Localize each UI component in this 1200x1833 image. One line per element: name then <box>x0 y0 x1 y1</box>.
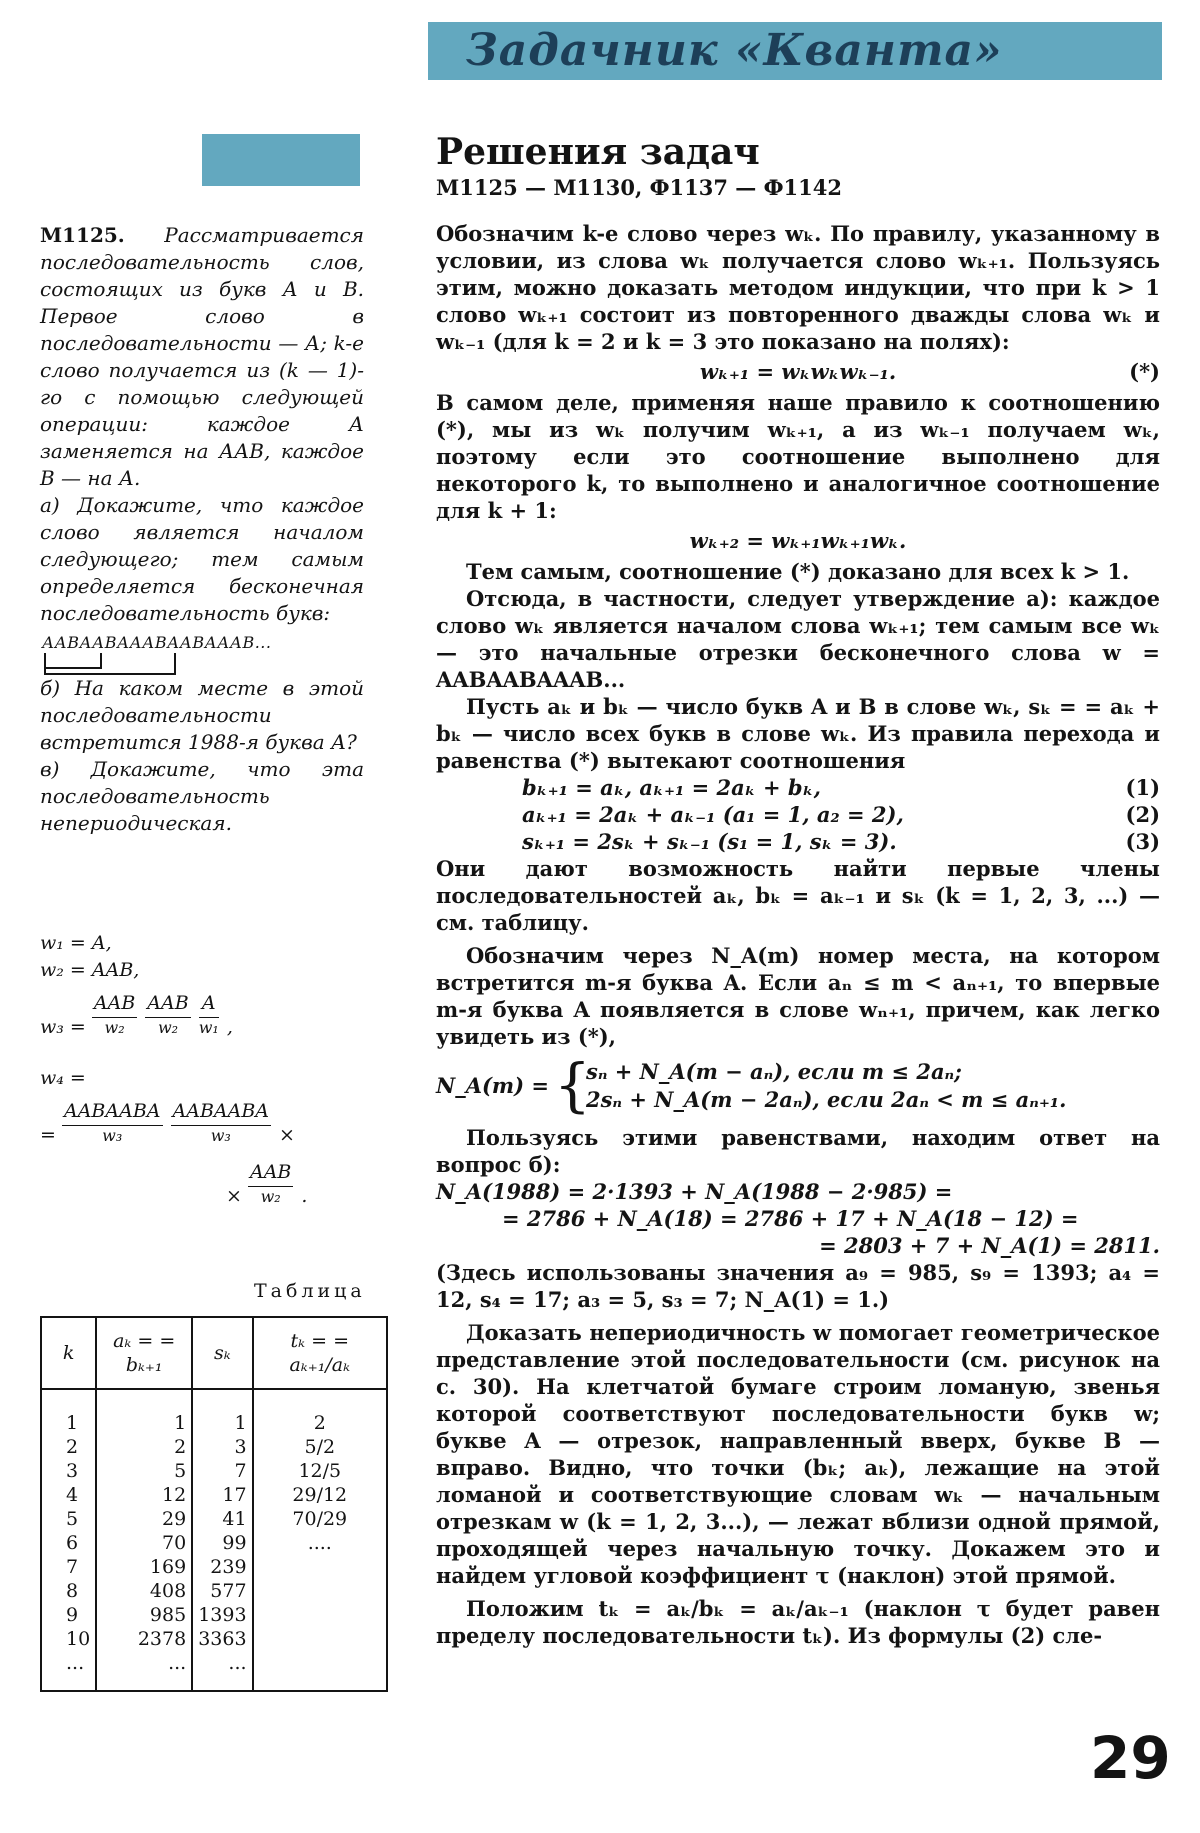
def-w2: w₂ = AAB, <box>40 959 140 981</box>
table-cell <box>253 1651 387 1691</box>
table-cell: 169 <box>96 1555 192 1579</box>
table-cell <box>253 1555 387 1579</box>
sequence-table <box>40 1316 388 1692</box>
solution-paragraph: Пусть aₖ и bₖ — число букв A и B в слове wₖ, sₖ = = aₖ + bₖ — число всех букв в слове wₖ. Из правила перехода и равенства (*) вытекают соотношения <box>436 694 1160 773</box>
solution-paragraph: Они дают возможность найти первые члены последовательностей aₖ, bₖ = aₖ₋₁ и sₖ (k = 1, 2, 3, ...) — см. таблицу. <box>436 856 1160 935</box>
problem-part-a: а) Докажите, что каждое слово является началом следующего; тем самым определяется бесконечная последовательность букв: <box>40 493 364 625</box>
table-cell: 8 <box>41 1579 96 1603</box>
table-row <box>41 1531 387 1555</box>
piecewise-formula: N_A(m) = { sₙ + N_A(m − aₙ), если m ≤ 2aₙ; 2sₙ + N_A(m − 2aₙ), если 2aₙ < m ≤ aₙ₊₁. <box>436 1051 1067 1119</box>
table-cell: 408 <box>96 1579 192 1603</box>
table-row <box>41 1579 387 1603</box>
table-cell: 10 <box>41 1627 96 1651</box>
underbrace-w1: A w₁ <box>198 992 219 1037</box>
def-w4-prefix: w₄ = <box>40 1067 86 1089</box>
table-cell: 7 <box>192 1459 252 1483</box>
table-cell: 3 <box>41 1459 96 1483</box>
word-definitions <box>40 930 370 1210</box>
solution-paragraph: Отсюда, в частности, следует утверждение а): каждое слово wₖ является началом слова wₖ₊₁; тем самым все wₖ — это начальные отрезки бесконечного слова w = AABAABAAAB... <box>436 586 1160 692</box>
solution-paragraph: Обозначим k-е слово через wₖ. По правилу, указанному в условии, из слова wₖ получается слово wₖ₊₁. Пользуясь этим, можно доказать методом индукции, что при k > 1 слово wₖ₊₁ состоит из повторенного дважды слова wₖ и wₖ₋₁ (для k = 2 и k = 3 это показано на полях): <box>436 221 1160 354</box>
problem-text <box>40 222 364 492</box>
table-body <box>41 1389 387 1691</box>
table-row <box>41 1411 387 1435</box>
sequence-bracket-w3 <box>44 653 176 675</box>
table-cell: 29 <box>96 1507 192 1531</box>
table-cell: 70/29 <box>253 1507 387 1531</box>
banner-title: Задачник «Кванта» <box>466 25 1003 76</box>
def-w1: w₁ = A, <box>40 932 112 954</box>
table-cell: 1393 <box>192 1603 252 1627</box>
table-cell: ... <box>192 1651 252 1691</box>
def-w4: w₄ = = AABAABA w₃ AABAABA w₃ × × AAB w₂ . <box>40 1065 370 1210</box>
table-row <box>41 1435 387 1459</box>
problem-body: Рассматривается последовательность слов, состоящих из букв А и В. Первое слово в последовательности — А; k-е слово получается из (k — 1)-го с помощью следующей операции: каждое А заменяется на ААВ, каждое В — на А. <box>40 223 364 490</box>
decorative-block <box>202 134 360 186</box>
table-cell: 5 <box>41 1507 96 1531</box>
table-cell <box>253 1603 387 1627</box>
solution-paragraph: Тем самым, соотношение (*) доказано для всех k > 1. <box>466 559 1130 584</box>
table-caption: Таблица <box>254 1280 366 1302</box>
equation-star: wₖ₊₁ = wₖwₖwₖ₋₁. (*) <box>436 355 1160 389</box>
table-cell: 6 <box>41 1531 96 1555</box>
solution-text <box>436 220 1160 1649</box>
table-row <box>41 1627 387 1651</box>
table-cell: ... <box>41 1651 96 1691</box>
underbrace-w2: AAB w₂ <box>249 1161 292 1206</box>
solution-paragraph: В самом деле, применяя наше правило к соотношению (*), мы из wₖ получим wₖ₊₁, а из wₖ₋₁ получаем wₖ, поэтому если это соотношение выполнено для некоторого k, то выполнено и аналогичное соотношение для k + 1: <box>436 390 1160 523</box>
table-cell: 70 <box>96 1531 192 1555</box>
page-title: Решения задач <box>436 131 760 173</box>
header-banner <box>428 22 1162 80</box>
table-cell: 9 <box>41 1603 96 1627</box>
table-row <box>41 1603 387 1627</box>
table-cell: 1 <box>41 1411 96 1435</box>
table-cell: 1 <box>96 1411 192 1435</box>
solution-paragraph: Пользуясь этими равенствами, находим ответ на вопрос б): <box>436 1125 1160 1177</box>
table-cell: 3 <box>192 1435 252 1459</box>
recurrence-equations <box>522 774 1160 855</box>
table-header: k <box>41 1317 96 1389</box>
table-cell: 2378 <box>96 1627 192 1651</box>
underbrace-w2: AAB w₂ <box>147 992 189 1037</box>
table-cell: 2 <box>41 1435 96 1459</box>
underbrace-w3: AABAABA w₃ <box>172 1100 270 1145</box>
table-row <box>41 1651 387 1691</box>
underbrace-w2: AAB w₂ <box>93 992 136 1037</box>
table-cell: 3363 <box>192 1627 252 1651</box>
equation-3: sₖ₊₁ = 2sₖ + sₖ₋₁ (s₁ = 1, sₖ = 3). (3) <box>522 829 1160 854</box>
table-cell: 17 <box>192 1483 252 1507</box>
table-cell: 99 <box>192 1531 252 1555</box>
left-brace: { <box>554 1051 591 1119</box>
table-row <box>41 1507 387 1531</box>
page-number: 29 <box>1090 1724 1171 1792</box>
table-cell: 239 <box>192 1555 252 1579</box>
solution-paragraph: Положим tₖ = aₖ/bₖ = aₖ/aₖ₋₁ (наклон τ будет равен пределу последовательности tₖ). Из формулы (2) сле- <box>436 1596 1160 1648</box>
underbrace-w3: AABAABA w₃ <box>63 1100 161 1145</box>
solution-paragraph: (Здесь использованы значения a₉ = 985, s₉ = 1393; a₄ = 12, s₄ = 17; a₃ = 5, s₃ = 7; N_A(1) = 1.) <box>436 1260 1160 1312</box>
equation-2: aₖ₊₁ = 2aₖ + aₖ₋₁ (a₁ = 1, a₂ = 2), (2) <box>522 802 1160 827</box>
problem-statement <box>40 222 364 837</box>
table-cell: 41 <box>192 1507 252 1531</box>
equation-1: bₖ₊₁ = aₖ, aₖ₊₁ = 2aₖ + bₖ, (1) <box>522 775 1160 800</box>
table-row <box>41 1555 387 1579</box>
equation-tag: (*) <box>1129 359 1160 384</box>
table-cell <box>253 1579 387 1603</box>
problem-number: М1125. <box>40 223 125 247</box>
equation-k2: wₖ₊₂ = wₖ₊₁wₖ₊₁wₖ. <box>689 528 907 553</box>
problem-part-c: в) Докажите, что эта последовательность непериодическая. <box>40 757 364 835</box>
table-cell: .... <box>253 1531 387 1555</box>
def-w3-prefix: w₃ = <box>40 1016 86 1038</box>
table-row <box>41 1459 387 1483</box>
solution-paragraph: Доказать непериодичность w помогает геометрическое представление этой последовательности (см. рисунок на с. 30). На клетчатой бумаге строим ломаную, звенья которой соответствуют последовательности букв w; букве A — отрезок, направленный вверх, букве B — вправо. Видно, что точки (bₖ; aₖ), лежащие на этой ломаной и соответствующие словам wₖ — начальным отрезкам w (k = 1, 2, 3...), — лежат вблизи одной прямой, проходящей через начальную точку. Докажем это и найдем угловой коэффициент τ (наклон) этой прямой. <box>436 1320 1160 1588</box>
table-cell: 4 <box>41 1483 96 1507</box>
table-cell: 985 <box>96 1603 192 1627</box>
letter-sequence <box>42 629 364 675</box>
table-header: tₖ = = aₖ₊₁/aₖ <box>253 1317 387 1389</box>
sequence-text: ААВААВАААВААВАААВ... <box>42 633 272 652</box>
table-cell: 7 <box>41 1555 96 1579</box>
table-cell: 577 <box>192 1579 252 1603</box>
def-w3: w₃ = AAB w₂ AAB w₂ A w₁ , <box>40 992 233 1038</box>
problem-part-b: б) На каком месте в этой последовательности встретится 1988-я буква А? <box>40 676 364 754</box>
table-cell: 29/12 <box>253 1483 387 1507</box>
table-cell: 5/2 <box>253 1435 387 1459</box>
solution-paragraph: Обозначим через N_A(m) номер места, на котором встретится m-я буква A. Если aₙ ≤ m < aₙ₊₁, то впервые m-я буква A появляется в слове wₙ₊₁, причем, как легко увидеть из (*), <box>436 943 1160 1049</box>
table-spacer <box>41 1389 387 1411</box>
table-cell <box>253 1627 387 1651</box>
table-cell: 1 <box>192 1411 252 1435</box>
table-cell: 2 <box>253 1411 387 1435</box>
table-cell: 12 <box>96 1483 192 1507</box>
table-cell: ... <box>96 1651 192 1691</box>
table-cell: 12/5 <box>253 1459 387 1483</box>
table-cell: 2 <box>96 1435 192 1459</box>
table-header: aₖ = = bₖ₊₁ <box>96 1317 192 1389</box>
answer-calculation: N_A(1988) = 2·1393 + N_A(1988 − 2·985) = = 2786 + N_A(18) = 2786 + 17 + N_A(18 − 12) = = 2803 + 7 + N_A(1) = 2811. <box>436 1179 1160 1258</box>
table-header: sₖ <box>192 1317 252 1389</box>
table-cell: 5 <box>96 1459 192 1483</box>
page-subtitle: М1125 — М1130, Ф1137 — Ф1142 <box>436 175 842 200</box>
table-row <box>41 1483 387 1507</box>
